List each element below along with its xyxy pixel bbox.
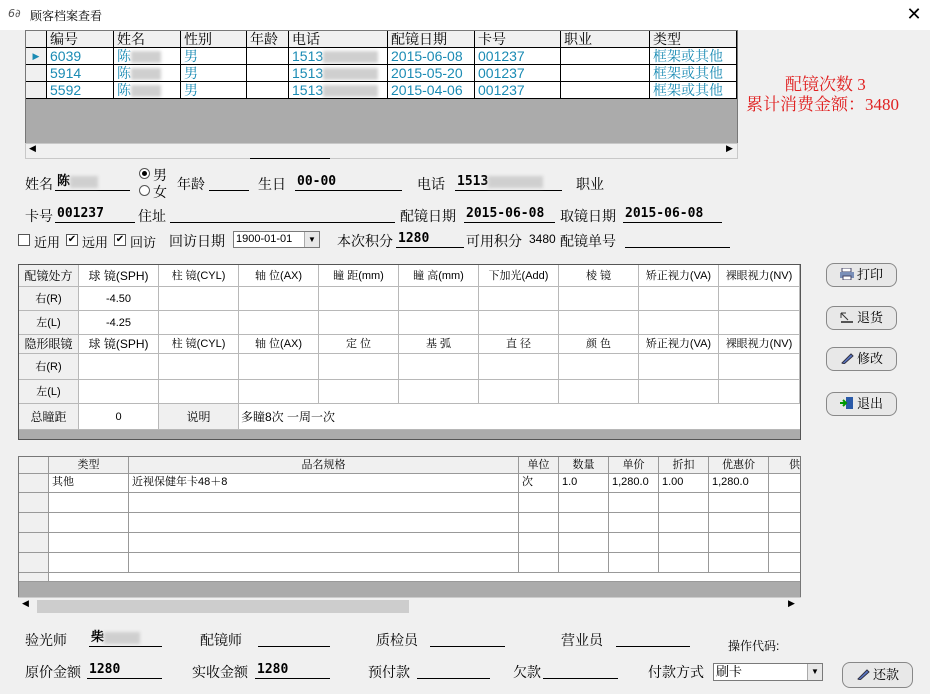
revisit-date-label: 回访日期 — [169, 233, 225, 249]
rx-header-cell: 轴 位(AX) — [239, 335, 319, 354]
cell[interactable] — [247, 65, 289, 82]
name-value: 陈 — [57, 174, 71, 189]
cell[interactable] — [289, 65, 388, 82]
row-indicator — [19, 533, 49, 553]
cell[interactable] — [769, 553, 801, 573]
rx-cell[interactable] — [399, 287, 479, 311]
job-label: 职业 — [576, 176, 604, 192]
rx-header-cell: 裸眼视力(NV) — [719, 265, 800, 287]
age-label: 年龄 — [177, 176, 205, 192]
rx-cell[interactable] — [79, 380, 159, 404]
rx-header-cell: 下加光(Add) — [479, 265, 559, 287]
redacted — [131, 51, 161, 63]
scroll-left-icon[interactable]: ◀ — [22, 599, 29, 609]
rx-header-cell: 隐形眼镜 — [19, 335, 79, 354]
return-icon — [840, 308, 854, 320]
cell[interactable]: 5592 — [47, 82, 114, 99]
card-field[interactable]: 001237 — [55, 205, 135, 223]
redacted — [323, 68, 378, 80]
rx-header-cell: 颜 色 — [559, 335, 639, 354]
optometrist-field[interactable] — [89, 629, 162, 647]
total-spend-text: 累计消费金额：3480 — [746, 95, 899, 114]
cell[interactable] — [561, 65, 650, 82]
prepay-field[interactable] — [417, 661, 490, 679]
cell[interactable] — [709, 513, 769, 533]
edit-icon — [840, 349, 854, 361]
rx-cell[interactable] — [559, 311, 639, 335]
row-indicator — [19, 553, 49, 573]
cell[interactable] — [519, 513, 559, 533]
pickup-date-label: 取镜日期 — [560, 208, 616, 224]
row-indicator — [26, 65, 47, 82]
far-label: 远用 — [82, 235, 109, 250]
cell[interactable] — [559, 493, 609, 513]
prepay-label: 预付款 — [368, 664, 410, 680]
items-scrollbar[interactable] — [18, 597, 801, 614]
rx-cell[interactable] — [719, 311, 800, 335]
dropdown-arrow-icon[interactable]: ▼ — [304, 232, 319, 247]
cell[interactable]: 001237 — [475, 82, 561, 99]
cell[interactable] — [769, 474, 801, 493]
rx-header-cell: 直 径 — [479, 335, 559, 354]
rx-header-cell: 矫正视力(VA) — [639, 335, 719, 354]
rx-header-cell: 球 镜(SPH) — [79, 335, 159, 354]
rx-header-cell: 瞳 距(mm) — [319, 265, 399, 287]
rx-cell[interactable] — [559, 287, 639, 311]
fitter-field[interactable] — [258, 629, 330, 647]
rx-row-label: 右(R) — [19, 287, 79, 311]
qc-label: 质检员 — [376, 632, 418, 648]
cell[interactable]: 框架或其他 — [650, 82, 737, 99]
rx-header-cell: 轴 位(AX) — [239, 265, 319, 287]
rx-cell[interactable] — [159, 311, 239, 335]
cell[interactable]: 近视保健年卡48＋8 — [129, 474, 519, 493]
rx-cell[interactable] — [319, 311, 399, 335]
optometrist-value: 柴 — [91, 630, 105, 645]
points-field[interactable]: 1280 — [396, 230, 464, 248]
history-grid[interactable] — [25, 30, 738, 159]
col-header[interactable]: 类型 — [49, 457, 129, 474]
rx-cell[interactable] — [479, 287, 559, 311]
cell[interactable] — [129, 513, 519, 533]
avail-points-value: 3480 — [529, 232, 556, 246]
rx-header-cell: 裸眼视力(NV) — [719, 335, 800, 354]
points-label: 本次积分 — [337, 233, 393, 249]
cell[interactable] — [769, 493, 801, 513]
table-row[interactable] — [26, 82, 737, 99]
redacted — [488, 176, 543, 188]
cell[interactable]: 男 — [181, 65, 247, 82]
exit-icon — [840, 394, 854, 406]
rx-cell[interactable] — [639, 287, 719, 311]
pay-method-select[interactable] — [713, 663, 823, 681]
cell[interactable]: 1,280.0 — [609, 474, 659, 493]
rx-left-sph[interactable]: -4.25 — [79, 311, 159, 335]
close-button[interactable]: ✕ — [906, 4, 922, 25]
redacted — [323, 51, 378, 63]
rx-cell[interactable] — [559, 354, 639, 380]
cell[interactable] — [519, 493, 559, 513]
rx-header-cell: 柱 镜(CYL) — [159, 265, 239, 287]
cell[interactable] — [289, 82, 388, 99]
cell[interactable] — [559, 533, 609, 553]
fit-date-field[interactable]: 2015-06-08 — [464, 205, 555, 223]
cell[interactable]: 2015-06-08 — [388, 48, 475, 65]
actual-amount-field[interactable]: 1280 — [255, 661, 330, 679]
cell[interactable]: 男 — [181, 82, 247, 99]
cell[interactable] — [659, 533, 709, 553]
table-row[interactable] — [26, 65, 737, 82]
col-header[interactable]: 姓名 — [114, 31, 181, 48]
cell-text: 1513 — [292, 82, 324, 98]
cell[interactable] — [519, 553, 559, 573]
cell[interactable] — [561, 82, 650, 99]
cell[interactable] — [709, 493, 769, 513]
rx-cell[interactable] — [479, 311, 559, 335]
rx-row-label: 左(L) — [19, 311, 79, 335]
col-header[interactable]: 品名规格 — [129, 457, 519, 474]
cell[interactable] — [659, 513, 709, 533]
fit-count-text: 配镜次数 3 — [785, 75, 866, 94]
row-indicator — [19, 457, 49, 474]
scroll-track[interactable] — [42, 146, 724, 156]
rx-header-cell: 配镜处方 — [19, 265, 79, 287]
cell[interactable]: 1.00 — [659, 474, 709, 493]
cell[interactable] — [559, 553, 609, 573]
revisit-label: 回访 — [130, 235, 157, 250]
order-field[interactable] — [625, 230, 730, 248]
col-header[interactable]: 卡号 — [475, 31, 561, 48]
revisit-checkbox[interactable]: ✔ — [115, 234, 125, 245]
rx-cell[interactable] — [479, 354, 559, 380]
debt-field[interactable] — [543, 661, 618, 679]
note-label: 说明 — [159, 404, 239, 430]
revisit-date-picker[interactable] — [233, 231, 320, 248]
cell[interactable] — [247, 82, 289, 99]
actual-amount-label: 实收金额 — [192, 664, 248, 680]
cell[interactable] — [609, 513, 659, 533]
cell[interactable] — [519, 533, 559, 553]
address-label: 住址 — [138, 208, 166, 224]
address-field[interactable] — [170, 205, 395, 223]
order-label: 配镜单号 — [560, 233, 616, 249]
prescription-table — [18, 264, 801, 440]
rx-bottom-bar — [19, 430, 800, 439]
cell[interactable]: 6039 — [47, 48, 114, 65]
col-header[interactable]: 性别 — [181, 31, 247, 48]
divider — [250, 141, 330, 159]
birthday-label: 生日 — [258, 176, 286, 192]
col-header[interactable]: 电话 — [289, 31, 388, 48]
printer-icon — [840, 265, 854, 277]
col-header[interactable]: 供 — [769, 457, 801, 474]
note-value[interactable]: 多瞳8次 一周一次 — [239, 404, 800, 430]
cell[interactable] — [609, 553, 659, 573]
cell[interactable]: 男 — [181, 48, 247, 65]
exit-label: 退出 — [856, 396, 883, 411]
scroll-left-icon[interactable]: ◀ — [29, 144, 36, 154]
redacted — [70, 176, 98, 188]
near-label: 近用 — [34, 235, 61, 250]
cell[interactable] — [49, 493, 129, 513]
cell[interactable] — [609, 493, 659, 513]
rx-header-cell: 球 镜(SPH) — [79, 265, 159, 287]
pay-button[interactable] — [842, 662, 913, 688]
cell-text: 陈 — [117, 65, 131, 81]
rx-cell[interactable] — [239, 287, 319, 311]
cell[interactable] — [129, 533, 519, 553]
rx-header-cell: 基 弧 — [399, 335, 479, 354]
far-checkbox[interactable]: ✔ — [67, 234, 77, 245]
cell[interactable] — [559, 513, 609, 533]
opcode-label: 操作代码: — [728, 639, 780, 653]
cell[interactable] — [129, 553, 519, 573]
cell[interactable]: 其他 — [49, 474, 129, 493]
rx-cell[interactable] — [719, 380, 800, 404]
orig-amount-field[interactable]: 1280 — [87, 661, 162, 679]
cell[interactable]: 001237 — [475, 48, 561, 65]
redacted — [131, 68, 161, 80]
row-indicator — [19, 474, 49, 493]
scroll-thumb[interactable] — [37, 600, 409, 613]
rx-cell[interactable] — [239, 311, 319, 335]
cell[interactable] — [247, 48, 289, 65]
app-icon: 6∂ — [8, 7, 21, 20]
phone-field[interactable] — [455, 173, 562, 191]
rx-header-cell: 柱 镜(CYL) — [159, 335, 239, 354]
qc-field[interactable] — [430, 629, 505, 647]
scroll-right-icon[interactable]: ▶ — [788, 599, 795, 609]
rx-cell[interactable] — [399, 380, 479, 404]
table-row[interactable] — [26, 48, 737, 65]
card-label: 卡号 — [25, 208, 53, 224]
cell[interactable] — [49, 533, 129, 553]
rx-cell[interactable] — [639, 354, 719, 380]
rx-cell[interactable] — [159, 354, 239, 380]
cell[interactable] — [289, 48, 388, 65]
rx-row-label: 左(L) — [19, 380, 79, 404]
rx-cell[interactable] — [159, 287, 239, 311]
debt-label: 欠款 — [513, 664, 541, 680]
cell[interactable]: 1.0 — [559, 474, 609, 493]
return-label: 退货 — [856, 310, 883, 325]
col-header[interactable]: 折扣 — [659, 457, 709, 474]
edit-icon — [856, 664, 870, 676]
rx-cell[interactable] — [719, 287, 800, 311]
row-indicator — [19, 513, 49, 533]
col-header[interactable]: 数量 — [559, 457, 609, 474]
cell[interactable]: 2015-05-20 — [388, 65, 475, 82]
gender-female-label: 女 — [153, 184, 167, 200]
name-field[interactable] — [55, 173, 130, 191]
col-header[interactable]: 类型 — [650, 31, 737, 48]
cell[interactable] — [114, 65, 181, 82]
col-header[interactable]: 优惠价 — [709, 457, 769, 474]
rx-header-cell: 棱 镜 — [559, 265, 639, 287]
rx-cell[interactable] — [559, 380, 639, 404]
col-header[interactable]: 年龄 — [247, 31, 289, 48]
cell[interactable] — [769, 513, 801, 533]
col-header[interactable]: 单位 — [519, 457, 559, 474]
cell[interactable]: 5914 — [47, 65, 114, 82]
pd-value[interactable]: 0 — [79, 404, 159, 430]
exit-button[interactable] — [826, 392, 897, 416]
cell[interactable] — [709, 553, 769, 573]
cell[interactable] — [114, 48, 181, 65]
fit-date-label: 配镜日期 — [400, 208, 456, 224]
cell[interactable] — [114, 82, 181, 99]
near-checkbox[interactable] — [18, 234, 30, 246]
cell[interactable] — [659, 493, 709, 513]
pay-label: 还款 — [872, 667, 899, 682]
fitter-label: 配镜师 — [200, 632, 242, 648]
rx-cell[interactable] — [399, 311, 479, 335]
cell[interactable] — [609, 533, 659, 553]
cell[interactable] — [49, 553, 129, 573]
cell[interactable]: 框架或其他 — [650, 48, 737, 65]
cell[interactable]: 次 — [519, 474, 559, 493]
rx-header-cell: 瞳 高(mm) — [399, 265, 479, 287]
cell-text: 陈 — [117, 48, 131, 64]
history-scrollbar[interactable] — [25, 143, 738, 159]
print-button[interactable] — [826, 263, 897, 287]
rx-row-label: 右(R) — [19, 354, 79, 380]
cell[interactable]: 2015-04-06 — [388, 82, 475, 99]
window-title: 顾客档案查看 — [30, 9, 103, 23]
row-indicator — [26, 31, 47, 48]
rx-header-cell: 定 位 — [319, 335, 399, 354]
cell[interactable] — [769, 533, 801, 553]
return-button[interactable] — [826, 306, 897, 330]
rx-cell[interactable] — [639, 311, 719, 335]
gender-male-radio[interactable] — [139, 168, 150, 179]
redacted — [323, 85, 378, 97]
print-label: 打印 — [856, 267, 883, 282]
rx-cell[interactable] — [79, 354, 159, 380]
items-grid[interactable] — [18, 456, 801, 614]
sales-label: 营业员 — [561, 632, 603, 648]
cell[interactable] — [49, 573, 801, 582]
cell[interactable]: 1,280.0 — [709, 474, 769, 493]
rx-cell[interactable] — [159, 380, 239, 404]
cell[interactable] — [659, 553, 709, 573]
row-indicator — [19, 573, 49, 582]
name-label: 姓名 — [25, 176, 53, 192]
cell-text: 陈 — [117, 82, 131, 98]
col-header[interactable]: 职业 — [561, 31, 650, 48]
rx-cell[interactable] — [319, 380, 399, 404]
rx-cell[interactable] — [719, 354, 800, 380]
rx-cell[interactable] — [399, 354, 479, 380]
row-indicator — [26, 82, 47, 99]
history-header-row — [26, 31, 737, 48]
gender-female-radio[interactable] — [139, 185, 150, 196]
cell[interactable] — [561, 48, 650, 65]
rx-cell[interactable] — [319, 287, 399, 311]
gender-male-label: 男 — [153, 167, 167, 183]
phone-label: 电话 — [417, 176, 445, 192]
dropdown-arrow-icon[interactable]: ▼ — [807, 664, 822, 680]
cell-text: 1513 — [292, 48, 324, 64]
redacted — [104, 632, 140, 644]
cell[interactable] — [129, 493, 519, 513]
avail-points-label: 可用积分 — [466, 233, 522, 249]
rx-header-cell: 矫正视力(VA) — [639, 265, 719, 287]
col-header[interactable]: 配镜日期 — [388, 31, 475, 48]
optometrist-label: 验光师 — [25, 632, 67, 648]
rx-cell[interactable] — [239, 380, 319, 404]
phone-value: 1513 — [457, 174, 489, 189]
rx-right-sph[interactable]: -4.50 — [79, 287, 159, 311]
orig-amount-label: 原价金额 — [25, 664, 81, 680]
birthday-field[interactable]: 00-00 — [295, 173, 402, 191]
modify-label: 修改 — [856, 351, 883, 366]
rx-cell[interactable] — [239, 354, 319, 380]
cell[interactable] — [49, 513, 129, 533]
row-pointer-icon: ▶ — [26, 48, 47, 65]
pay-method-value: 刷卡 — [716, 664, 743, 679]
sales-field[interactable] — [616, 629, 690, 647]
rx-cell[interactable] — [319, 354, 399, 380]
revisit-date-value: 1900-01-01 — [236, 233, 293, 245]
cell[interactable] — [709, 533, 769, 553]
modify-button[interactable] — [826, 347, 897, 371]
row-indicator — [19, 493, 49, 513]
title-bar — [0, 0, 930, 30]
col-header[interactable]: 编号 — [47, 31, 114, 48]
redacted — [131, 85, 161, 97]
cell-text: 1513 — [292, 65, 324, 81]
rx-cell[interactable] — [479, 380, 559, 404]
scroll-right-icon[interactable]: ▶ — [726, 144, 733, 154]
cell[interactable]: 001237 — [475, 65, 561, 82]
rx-cell[interactable] — [639, 380, 719, 404]
age-field[interactable] — [209, 173, 249, 191]
pay-method-label: 付款方式 — [648, 664, 704, 680]
col-header[interactable]: 单价 — [609, 457, 659, 474]
pickup-date-field[interactable]: 2015-06-08 — [623, 205, 722, 223]
pd-label: 总瞳距 — [19, 404, 79, 430]
cell[interactable]: 框架或其他 — [650, 65, 737, 82]
